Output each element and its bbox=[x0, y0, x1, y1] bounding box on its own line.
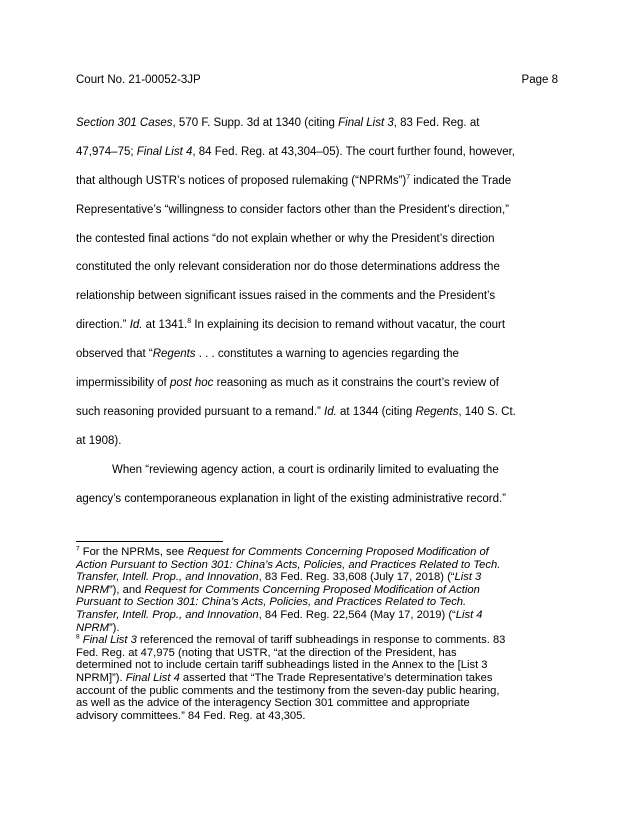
footnote-line bbox=[76, 622, 560, 635]
text-segment: relationship between significant issues raised in the comments and the President’s bbox=[76, 290, 496, 303]
text-segment: constituted the only relevant consideration nor do those determinations address the bbox=[76, 261, 500, 274]
body-line bbox=[76, 232, 560, 261]
footnote-separator bbox=[76, 541, 223, 542]
page-number: Page 8 bbox=[521, 74, 558, 86]
text-segment: at 1344 (citing bbox=[336, 405, 416, 418]
text-segment: . . . constitutes a warning to agencies regarding the bbox=[195, 348, 459, 361]
footnote-marker: 7 bbox=[76, 545, 80, 553]
body-line bbox=[76, 174, 560, 203]
text-segment: direction.” bbox=[76, 319, 130, 332]
footnote-marker: 7 bbox=[406, 173, 411, 181]
italic-text: Final List 4 bbox=[125, 671, 180, 684]
italic-text: Pursuant to Section 301: China’s Acts, Policies, and Practices Related to Tech. bbox=[76, 596, 467, 609]
text-segment: observed that “ bbox=[76, 348, 153, 361]
footnote-line bbox=[76, 634, 560, 647]
italic-text: Transfer, Intell. Prop., and Innovation bbox=[76, 571, 259, 584]
text-segment: , 84 Fed. Reg. at 43,304–05). The court further found, however, bbox=[192, 145, 516, 158]
italic-text: Section 301 Cases bbox=[76, 117, 173, 129]
text-segment: impermissibility of bbox=[76, 377, 170, 390]
text-segment: Fed. Reg. at 47,975 (noting that USTR, “at the direction of the President, has bbox=[76, 646, 457, 659]
italic-text: Action Pursuant to Section 301: China’s Acts, Policies, and Practices Related to Tech. bbox=[76, 558, 501, 571]
body-line bbox=[76, 347, 560, 376]
text-segment: , 140 S. Ct. bbox=[458, 405, 516, 418]
body-line bbox=[76, 145, 560, 174]
text-segment: asserted that “The Trade Representative’s determination takes bbox=[179, 671, 493, 684]
body-line bbox=[76, 289, 560, 318]
footnote-line bbox=[76, 672, 560, 685]
italic-text: List 4 bbox=[455, 608, 483, 621]
italic-text: NPRM bbox=[76, 583, 109, 596]
text-segment: ”). bbox=[108, 621, 120, 634]
text-segment: such reasoning provided pursuant to a remand.” bbox=[76, 405, 325, 418]
italic-text: NPRM bbox=[76, 621, 109, 634]
footnote-line bbox=[76, 546, 560, 559]
text-segment: that although USTR’s notices of proposed rulemaking (“NPRMs”) bbox=[76, 174, 407, 187]
text-segment: as well as the advice of the interagency Section 301 committee and appropriate bbox=[76, 697, 470, 710]
footnote-line bbox=[76, 584, 560, 597]
text-segment: 47,974–75; bbox=[76, 145, 137, 158]
footnote-line bbox=[76, 559, 560, 572]
text-segment: , 570 F. Supp. 3d at 1340 (citing bbox=[172, 117, 339, 129]
body-line bbox=[76, 463, 560, 492]
text-segment: Representative’s “willingness to consider factors other than the President’s direction,” bbox=[76, 203, 509, 216]
footnote-marker: 8 bbox=[76, 633, 80, 641]
text-segment: , 84 Fed. Reg. 22,564 (May 17, 2019) (“ bbox=[258, 608, 456, 621]
text-segment: In explaining its decision to remand without vacatur, the court bbox=[191, 319, 506, 332]
body-text bbox=[76, 116, 560, 520]
footnote-line bbox=[76, 609, 560, 622]
text-segment: at 1341. bbox=[142, 319, 188, 332]
text-segment: the contested final actions “do not explain whether or why the President’s direction bbox=[76, 232, 495, 245]
footnote-line bbox=[76, 685, 560, 698]
footnote-line bbox=[76, 647, 560, 660]
text-segment: agency’s contemporaneous explanation in light of the existing administrative record.” bbox=[76, 492, 507, 505]
text-segment: , 83 Fed. Reg. at bbox=[393, 117, 480, 129]
italic-text: post hoc bbox=[169, 377, 214, 390]
text-segment: reasoning as much as it constrains the court’s review of bbox=[213, 377, 499, 390]
footnote-line bbox=[76, 697, 560, 710]
italic-text: Final List 3 bbox=[338, 117, 394, 129]
text-segment: referenced the removal of tariff subheadings in response to comments. 83 bbox=[136, 634, 506, 647]
text-segment: advisory committees.” 84 Fed. Reg. at 43,305. bbox=[76, 709, 306, 722]
footnote-line bbox=[76, 596, 560, 609]
italic-text: Regents bbox=[152, 348, 196, 361]
text-segment: account of the public comments and the testimony from the seven-day public hearing, bbox=[76, 684, 500, 697]
text-segment: For the NPRMs, see bbox=[79, 546, 188, 558]
text-segment: ”), and bbox=[108, 583, 145, 596]
text-segment: indicated the Trade bbox=[410, 174, 512, 187]
footnote-line bbox=[76, 571, 560, 584]
footnotes bbox=[76, 546, 560, 722]
body-line bbox=[76, 434, 560, 463]
body-line bbox=[76, 405, 560, 434]
body-line bbox=[76, 318, 560, 347]
italic-text: List 3 bbox=[454, 571, 482, 584]
body-line bbox=[76, 376, 560, 405]
body-line bbox=[76, 260, 560, 289]
footnote-line bbox=[76, 659, 560, 672]
body-line bbox=[76, 116, 560, 145]
body-line bbox=[76, 203, 560, 232]
italic-text: Id. bbox=[324, 405, 337, 418]
italic-text: Request for Comments Concerning Proposed Modification of Action bbox=[144, 583, 480, 596]
text-segment: determined not to include certain tariff subheadings listed in the Annex to the [List 3 bbox=[76, 659, 488, 672]
italic-text: Final List 4 bbox=[136, 145, 193, 158]
text-segment: When “reviewing agency action, a court is ordinarily limited to evaluating the bbox=[112, 463, 499, 476]
court-number: Court No. 21-00052-3JP bbox=[76, 74, 201, 86]
italic-text: Id. bbox=[129, 319, 143, 332]
italic-text: Final List 3 bbox=[82, 634, 137, 647]
text-segment: , 83 Fed. Reg. 33,608 (July 17, 2018) (“ bbox=[258, 571, 455, 584]
footnote-line bbox=[76, 710, 560, 723]
text-segment: NPRM]”). bbox=[76, 671, 126, 684]
italic-text: Request for Comments Concerning Proposed Modification of bbox=[187, 546, 489, 558]
italic-text: Transfer, Intell. Prop., and Innovation bbox=[76, 608, 259, 621]
text-segment: at 1908). bbox=[76, 434, 122, 447]
footnote-marker: 8 bbox=[187, 318, 192, 326]
body-line bbox=[76, 492, 560, 521]
italic-text: Regents bbox=[415, 405, 459, 418]
